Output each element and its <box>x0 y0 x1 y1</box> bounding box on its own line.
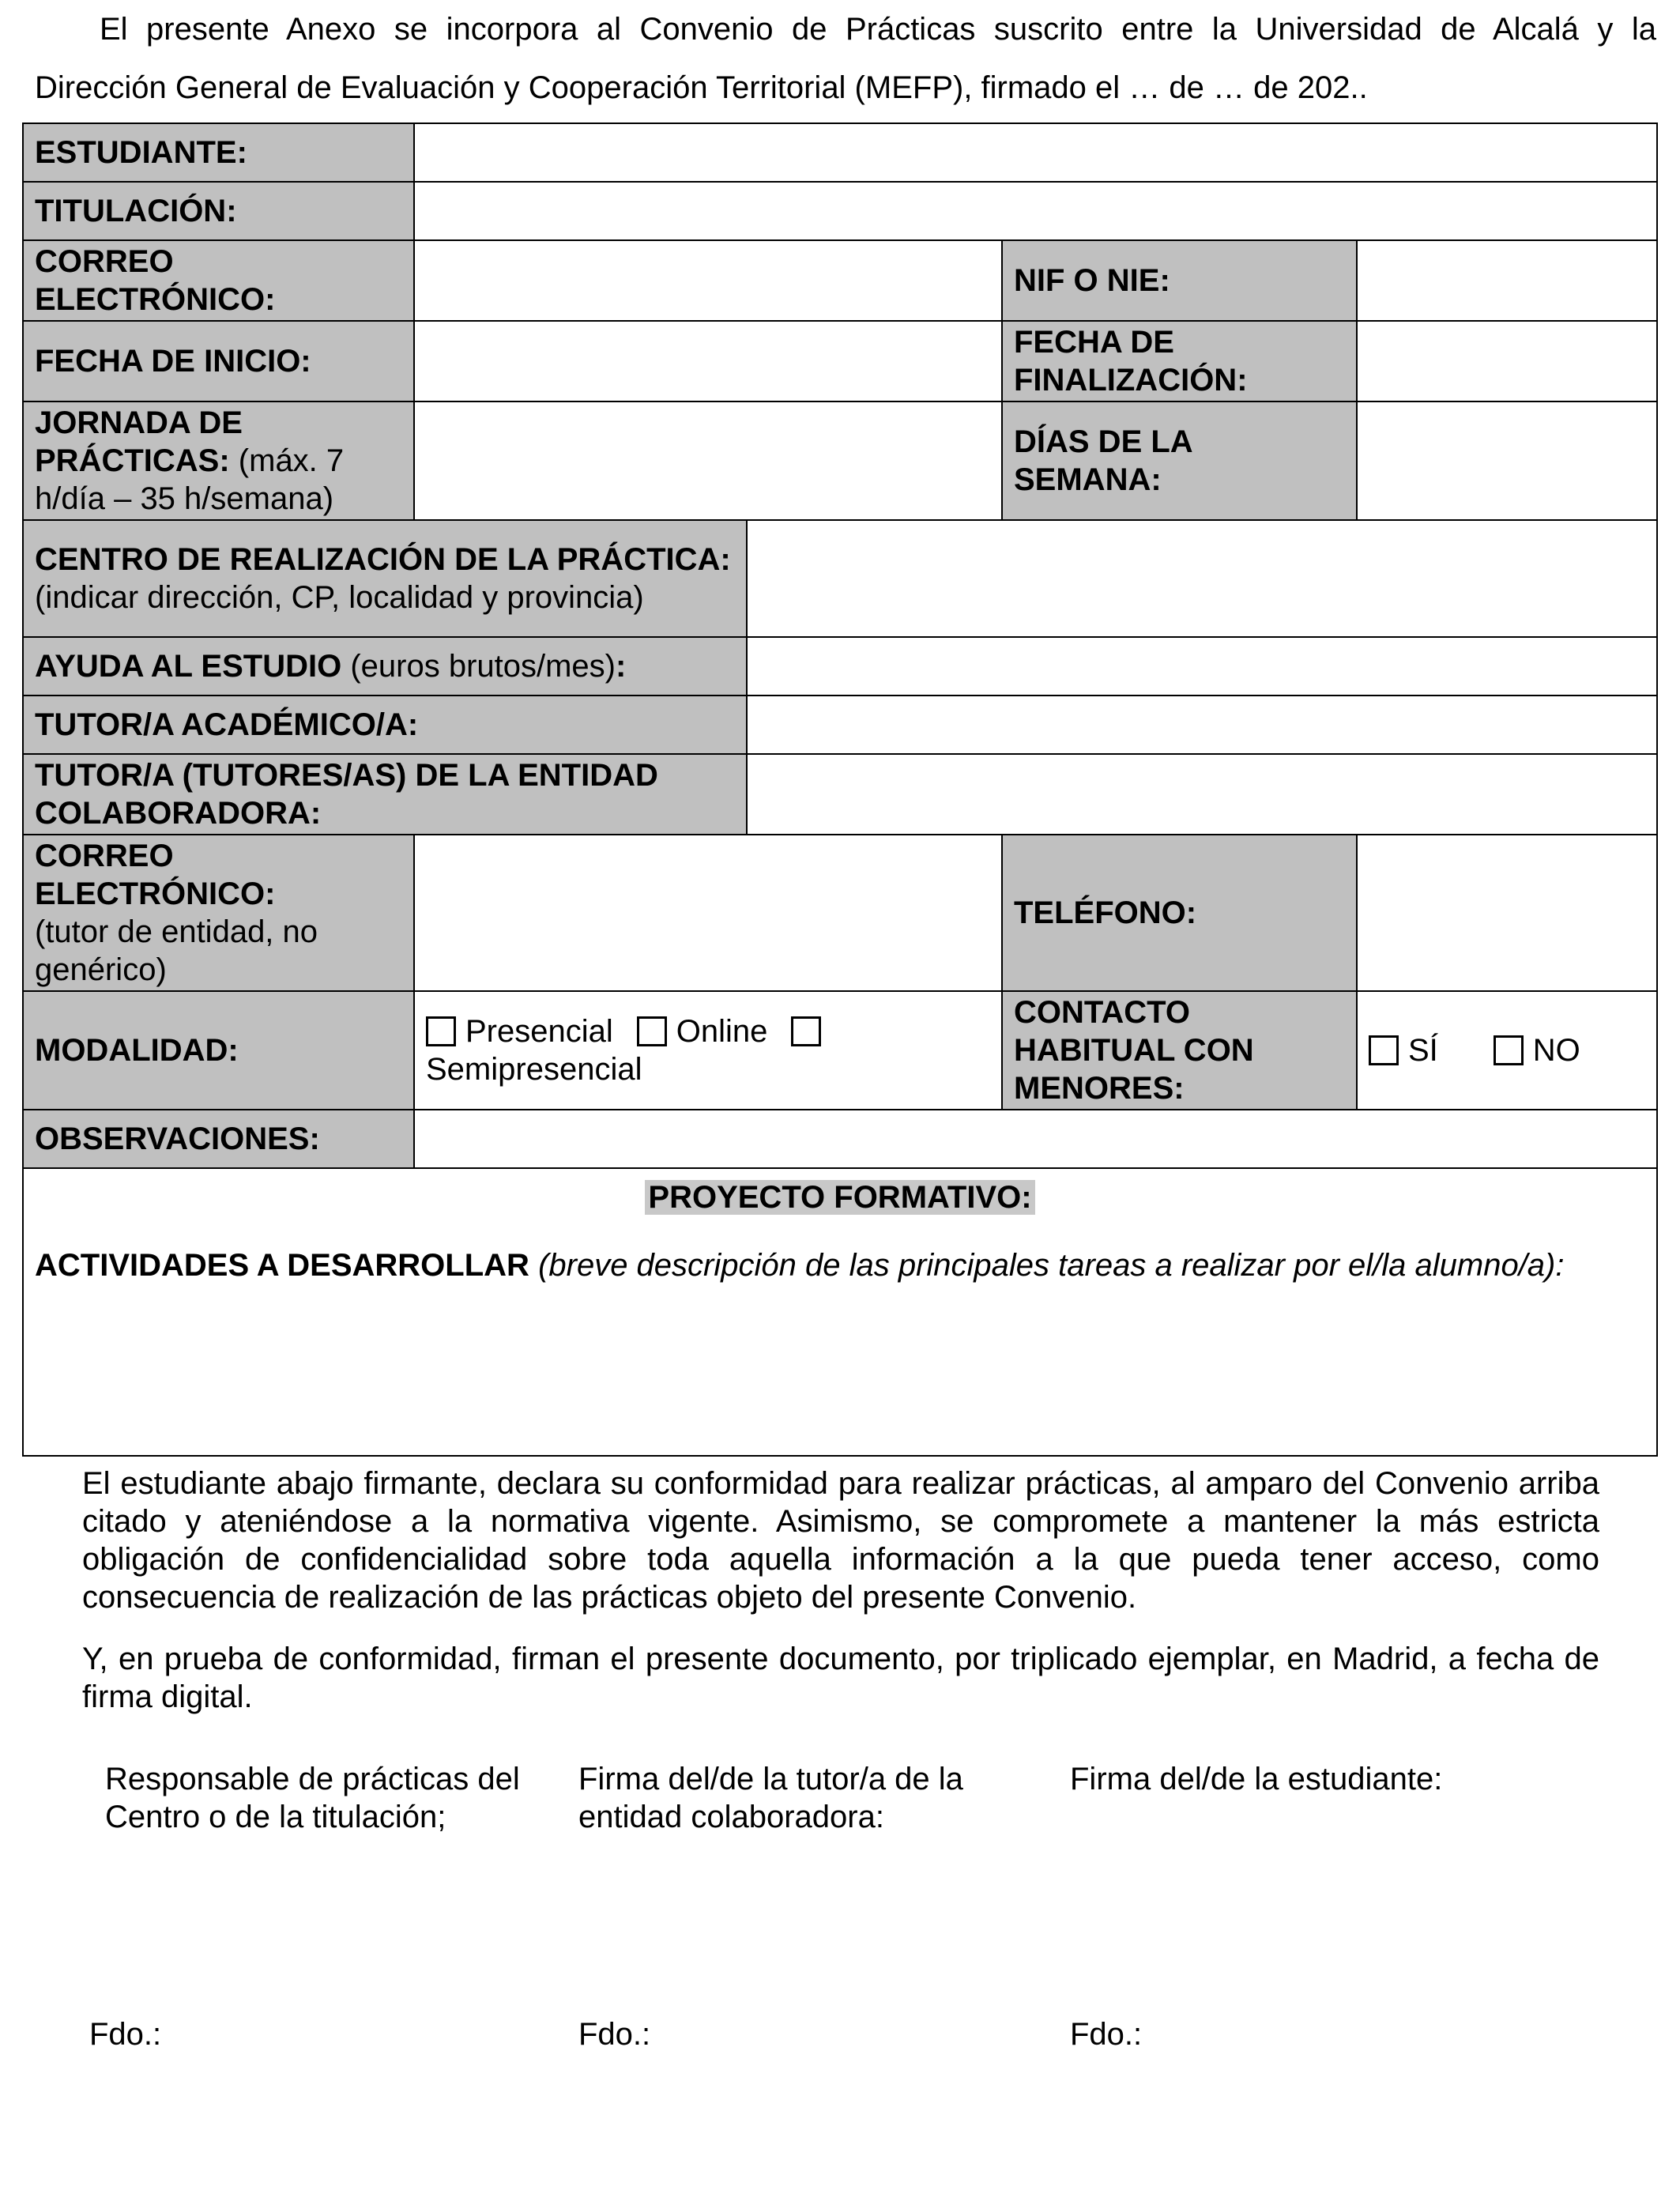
field-estudiante[interactable] <box>414 123 1657 182</box>
field-contacto <box>1357 991 1657 1110</box>
field-centro[interactable] <box>747 520 1657 637</box>
proyecto-title-text: PROYECTO FORMATIVO: <box>645 1180 1034 1215</box>
row-correo <box>23 240 1657 321</box>
option-presencial-label: Presencial <box>465 1014 613 1049</box>
signature-label-responsable: Responsable de prácticas del Centro o de la titulación; <box>105 1762 520 1834</box>
row-tutor-entidad <box>23 754 1657 835</box>
label-contacto: CONTACTO HABITUAL CON MENORES: <box>1002 991 1357 1110</box>
label-tutor-academico: TUTOR/A ACADÉMICO/A: <box>23 696 747 754</box>
row-fechas <box>23 321 1657 401</box>
signature-label-estudiante: Firma del/de la estudiante: <box>1070 1762 1443 1796</box>
field-tutor-academico[interactable] <box>747 696 1657 754</box>
field-telefono[interactable] <box>1357 835 1657 991</box>
signature-label-tutor: Firma del/de la tutor/a de la entidad colaboradora: <box>578 1762 963 1834</box>
option-si-label: SÍ <box>1408 1033 1438 1068</box>
row-ayuda <box>23 637 1657 696</box>
conformity-paragraph: Y, en prueba de conformidad, firman el presente documento, por triplicado ejemplar, en Madrid, a fecha de firma digital. <box>82 1642 1599 1714</box>
proyecto-formativo-cell[interactable] <box>23 1168 1657 1456</box>
option-online-label: Online <box>676 1014 768 1049</box>
intro-line-2: Dirección General de Evaluación y Cooperación Territorial (MEFP), firmado el … de … de 202.. <box>35 70 1368 105</box>
intro-paragraph <box>35 0 1656 117</box>
declaration-paragraph: El estudiante abajo firmante, declara su conformidad para realizar prácticas, al amparo del Convenio arriba citado y ateniéndose a la normativa vigente. Asimismo, se compromete a mantener la más estricta obligación de confidencialidad sobre toda aquella información a la que pueda tener acceso, como consecuencia de realización de las prácticas objeto del presente Convenio. <box>82 1466 1599 1615</box>
label-jornada <box>23 401 414 520</box>
label-fecha-fin: FECHA DE FINALIZACIÓN: <box>1002 321 1357 401</box>
actividades-note: (breve descripción de las principales tareas a realizar por el/la alumno/a): <box>538 1248 1565 1283</box>
centro-note: (indicar dirección, CP, localidad y provincia) <box>35 580 644 615</box>
option-si[interactable] <box>1369 1033 1438 1068</box>
label-telefono: TELÉFONO: <box>1002 835 1357 991</box>
label-ayuda <box>23 637 747 696</box>
checkbox-online[interactable] <box>637 1016 667 1046</box>
fdo-tutor: Fdo.: <box>578 2017 651 2052</box>
row-titulacion <box>23 182 1657 240</box>
fdo-estudiante: Fdo.: <box>1070 2017 1143 2052</box>
option-no[interactable] <box>1494 1033 1580 1068</box>
row-correo-tutor <box>23 835 1657 991</box>
field-fecha-fin[interactable] <box>1357 321 1657 401</box>
label-estudiante: ESTUDIANTE: <box>23 123 414 182</box>
row-estudiante <box>23 123 1657 182</box>
field-jornada[interactable] <box>414 401 1002 520</box>
field-dias[interactable] <box>1357 401 1657 520</box>
checkbox-presencial[interactable] <box>426 1016 456 1046</box>
option-online[interactable] <box>637 1014 768 1049</box>
jornada-label-text: JORNADA DE PRÁCTICAS: <box>35 405 243 478</box>
field-ayuda[interactable] <box>747 637 1657 696</box>
label-dias: DÍAS DE LA SEMANA: <box>1002 401 1357 520</box>
centro-label-text: CENTRO DE REALIZACIÓN DE LA PRÁCTICA: <box>35 542 731 577</box>
checkbox-si[interactable] <box>1369 1035 1399 1065</box>
ayuda-note: (euros brutos/mes) <box>350 649 616 684</box>
field-titulacion[interactable] <box>414 182 1657 240</box>
option-no-label: NO <box>1532 1033 1580 1068</box>
option-presencial[interactable] <box>426 1014 613 1049</box>
field-correo-tutor[interactable] <box>414 835 1002 991</box>
internship-form-table <box>22 123 1658 1457</box>
actividades-text <box>35 1246 1645 1284</box>
row-observaciones <box>23 1110 1657 1168</box>
field-fecha-inicio[interactable] <box>414 321 1002 401</box>
field-nif[interactable] <box>1357 240 1657 321</box>
label-centro <box>23 520 747 637</box>
label-titulacion: TITULACIÓN: <box>23 182 414 240</box>
field-observaciones[interactable] <box>414 1110 1657 1168</box>
row-centro <box>23 520 1657 637</box>
ayuda-colon: : <box>616 649 627 684</box>
jornada-note: (máx. 7 h/día – 35 h/semana) <box>35 443 345 516</box>
correo-tutor-note: (tutor de entidad, no genérico) <box>35 914 318 987</box>
intro-line-1: El presente Anexo se incorpora al Convenio de Prácticas suscrito entre la Universidad de Alcalá y la <box>100 12 1656 47</box>
ayuda-label-text: AYUDA AL ESTUDIO <box>35 649 342 684</box>
field-tutor-entidad[interactable] <box>747 754 1657 835</box>
checkbox-no[interactable] <box>1494 1035 1524 1065</box>
label-nif: NIF O NIE: <box>1002 240 1357 321</box>
correo-tutor-label-text: CORREO ELECTRÓNICO: <box>35 839 276 911</box>
row-jornada <box>23 401 1657 520</box>
field-correo[interactable] <box>414 240 1002 321</box>
row-modalidad <box>23 991 1657 1110</box>
row-proyecto <box>23 1168 1657 1456</box>
label-tutor-entidad: TUTOR/A (TUTORES/AS) DE LA ENTIDAD COLABORADORA: <box>23 754 747 835</box>
checkbox-semipresencial[interactable] <box>791 1016 821 1046</box>
label-observaciones: OBSERVACIONES: <box>23 1110 414 1168</box>
label-correo: CORREO ELECTRÓNICO: <box>23 240 414 321</box>
actividades-label: ACTIVIDADES A DESARROLLAR <box>35 1248 529 1283</box>
field-modalidad <box>414 991 1002 1110</box>
proyecto-title <box>35 1178 1645 1216</box>
label-correo-tutor <box>23 835 414 991</box>
option-semipresencial-label: Semipresencial <box>426 1052 642 1087</box>
row-tutor-academico <box>23 696 1657 754</box>
fdo-responsable: Fdo.: <box>89 2017 162 2052</box>
label-modalidad: MODALIDAD: <box>23 991 414 1110</box>
label-fecha-inicio: FECHA DE INICIO: <box>23 321 414 401</box>
